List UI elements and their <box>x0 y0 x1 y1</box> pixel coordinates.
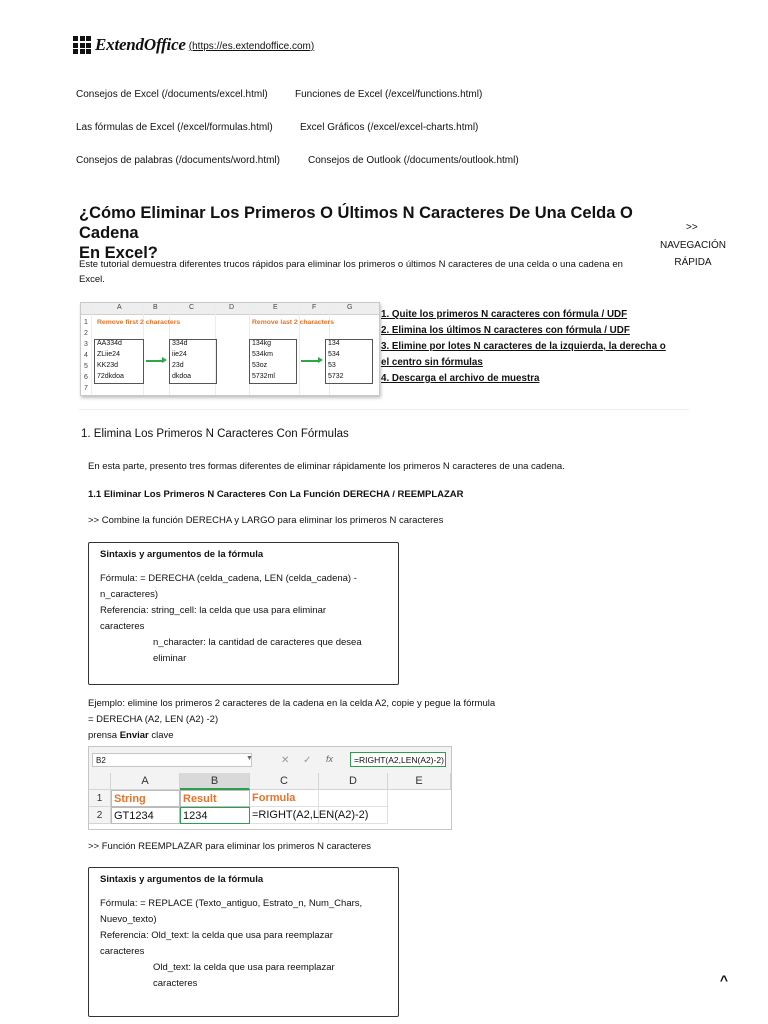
press-prefix: prensa <box>88 730 120 741</box>
argument-line: eliminar <box>153 653 187 664</box>
nav-excel-tips[interactable]: Consejos de Excel (/documents/excel.html) <box>76 89 268 100</box>
sub-heading: 1.1 Eliminar Los Primeros N Caracteres Con La Función DERECHA / REEMPLAZAR <box>88 489 464 500</box>
col-f-header: F <box>312 304 317 311</box>
col-d-header: D <box>229 304 235 311</box>
nav-excel-charts[interactable]: Excel Gráficos (/excel/excel-charts.html) <box>300 122 479 133</box>
cell-result-header: Result <box>180 790 250 807</box>
example-formula: = DERECHA (A2, LEN (A2) -2) <box>88 714 219 725</box>
section-heading: 1. Elimina Los Primeros N Caracteres Con Fórmulas <box>81 428 349 440</box>
nav-word-tips[interactable]: Consejos de palabras (/documents/word.html) <box>76 155 280 166</box>
sheet-cell: 534 <box>328 351 340 358</box>
sheet-cell: AA334d <box>97 340 122 347</box>
toc-link-1[interactable]: 1. Quite los primeros N caracteres con fórmula / UDF <box>381 309 628 320</box>
row-number: 3 <box>84 341 88 348</box>
reference-line: caracteres <box>100 621 145 632</box>
logo-url-link[interactable]: (https://es.extendoffice.com) <box>188 41 315 52</box>
column-header: D <box>319 773 388 790</box>
row-header: 1 <box>89 790 111 807</box>
intro-line-2: Excel. <box>79 274 105 285</box>
sheet-cell: 534km <box>252 351 274 358</box>
reference-line: caracteres <box>100 946 145 957</box>
press-key: Enviar <box>119 730 149 741</box>
column-header: A <box>111 773 180 790</box>
col-g-header: G <box>347 304 353 311</box>
cell-formula-header: Formula <box>250 790 319 807</box>
argument-line: n_character: la cantidad de caracteres que desea <box>153 637 362 648</box>
sheet-cell: 5732ml <box>252 373 275 380</box>
excel-screenshot <box>88 746 452 830</box>
page-title-line1: ¿Cómo Eliminar Los Primeros O Últimos N Caracteres De Una Celda O Cadena <box>79 204 633 242</box>
formula-syntax-box <box>88 542 399 685</box>
empty-cell <box>319 790 388 807</box>
label-remove-last: Remove last 2 characters <box>252 319 334 326</box>
intro-line-1: Este tutorial demuestra diferentes trucos rápidos para eliminar los primeros o últimos N caracteres de una celda o una cadena en <box>79 259 623 270</box>
formula-input: =RIGHT(A2,LEN(A2)-2) <box>350 752 446 767</box>
press-enter-note <box>88 728 174 744</box>
section-paragraph: En esta parte, presento tres formas diferentes de eliminar rápidamente los primeros N caracteres de una cadena. <box>88 461 565 472</box>
column-header: C <box>250 773 319 790</box>
arrow-right-icon <box>146 360 163 362</box>
formula-box-title: Sintaxis y argumentos de la fórmula <box>100 549 264 560</box>
cell-formula-value: =RIGHT(A2,LEN(A2)-2) <box>250 807 319 824</box>
page-title-line2: En Excel? <box>79 244 158 262</box>
combine-note: >> Combine la función DERECHA y LARGO para eliminar los primeros N caracteres <box>88 515 444 526</box>
row-number: 2 <box>84 330 88 337</box>
chevron-down-icon: ▼ <box>246 755 253 762</box>
sheet-cell: 53oz <box>252 362 268 369</box>
nav-excel-formulas[interactable]: Las fórmulas de Excel (/excel/formulas.html) <box>76 122 273 133</box>
name-box: B2 <box>92 753 252 767</box>
formula-line: Fórmula: = REPLACE (Texto_antiguo, Estrato_n, Num_Chars, <box>100 898 363 909</box>
sheet-cell: KK23d <box>97 362 119 369</box>
fx-icon: fx <box>326 754 334 764</box>
sheet-cell: 134kg <box>252 340 272 347</box>
sample-sheet-column-header <box>81 303 379 315</box>
formula-line: Fórmula: = DERECHA (celda_cadena, LEN (celda_cadena) - <box>100 573 357 584</box>
row-number: 4 <box>84 352 88 359</box>
site-logo[interactable] <box>73 35 314 55</box>
back-to-top-icon[interactable]: ^ <box>719 972 728 988</box>
column-header-selected: B <box>180 773 250 790</box>
label-remove-first: Remove first 2 characters <box>97 319 181 326</box>
reference-line: Referencia: string_cell: la celda que usa para eliminar <box>100 605 327 616</box>
sheet-cell: 72dkdoa <box>97 373 124 380</box>
cell-result-value: 1234 <box>180 807 250 824</box>
sheet-cell: 23d <box>172 362 184 369</box>
logo-grid-icon <box>73 36 91 54</box>
row-number: 6 <box>84 374 88 381</box>
sheet-cell: 134 <box>328 340 340 347</box>
example-text: Ejemplo: elimine los primeros 2 caracteres de la cadena en la celda A2, copie y pegue la fórmula <box>88 698 496 709</box>
col-c-header: C <box>189 304 195 311</box>
corner-header <box>89 773 111 790</box>
cell-string-header: String <box>111 790 180 807</box>
divider <box>79 409 689 410</box>
check-icon: ✓ <box>303 755 312 766</box>
formula-box-title: Sintaxis y argumentos de la fórmula <box>100 874 264 885</box>
page-title <box>79 203 694 263</box>
intro-paragraph <box>79 257 679 287</box>
nav-excel-functions[interactable]: Funciones de Excel (/excel/functions.html) <box>295 89 483 100</box>
empty-cell <box>319 807 388 824</box>
quick-nav-label-1: NAVEGACIÓN <box>660 240 726 251</box>
nav-outlook-tips[interactable]: Consejos de Outlook (/documents/outlook.html) <box>308 155 519 166</box>
logo-text: ExtendOffice <box>95 35 186 54</box>
formula-line: Nuevo_texto) <box>100 914 157 925</box>
row-number: 7 <box>84 385 88 392</box>
formula-bar <box>89 747 451 774</box>
col-b-header: B <box>153 304 158 311</box>
sheet-cell: dkdoa <box>172 373 192 380</box>
toc-link-2[interactable]: 2. Elimina los últimos N caracteres con fórmula / UDF <box>381 325 630 336</box>
row-number: 5 <box>84 363 88 370</box>
sheet-cell: 53 <box>328 362 336 369</box>
col-a-header: A <box>117 304 122 311</box>
toc-link-3-cont[interactable]: el centro sin fórmulas <box>381 357 483 368</box>
sheet-cell: 334d <box>172 340 188 347</box>
sheet-cell: 5732 <box>328 373 344 380</box>
press-suffix: clave <box>148 730 174 741</box>
column-header: E <box>388 773 451 790</box>
toc-link-3[interactable]: 3. Elimine por lotes N caracteres de la izquierda, la derecha o <box>381 341 666 352</box>
row-header: 2 <box>89 807 111 824</box>
quick-nav-arrow: >> <box>686 222 698 233</box>
formula-line: n_caracteres) <box>100 589 159 600</box>
cell-string-value: GT1234 <box>111 807 180 824</box>
replace-note: >> Función REEMPLAZAR para eliminar los primeros N caracteres <box>88 841 371 852</box>
toc-link-4[interactable]: 4. Descarga el archivo de muestra <box>381 373 540 384</box>
sheet-cell: iie24 <box>172 351 187 358</box>
cancel-icon: ✕ <box>281 755 290 766</box>
row-number: 1 <box>84 319 88 326</box>
sample-sheet-image <box>80 302 380 396</box>
argument-line: Old_text: la celda que usa para reemplazar <box>153 962 335 973</box>
arrow-right-icon <box>301 360 319 362</box>
argument-line: caracteres <box>153 978 198 989</box>
sheet-cell: ZLiie24 <box>97 351 120 358</box>
quick-nav-label-2: RÁPIDA <box>674 257 712 268</box>
col-e-header: E <box>273 304 278 311</box>
formula-syntax-box-2 <box>88 867 399 1017</box>
reference-line: Referencia: Old_text: la celda que usa para reemplazar <box>100 930 333 941</box>
